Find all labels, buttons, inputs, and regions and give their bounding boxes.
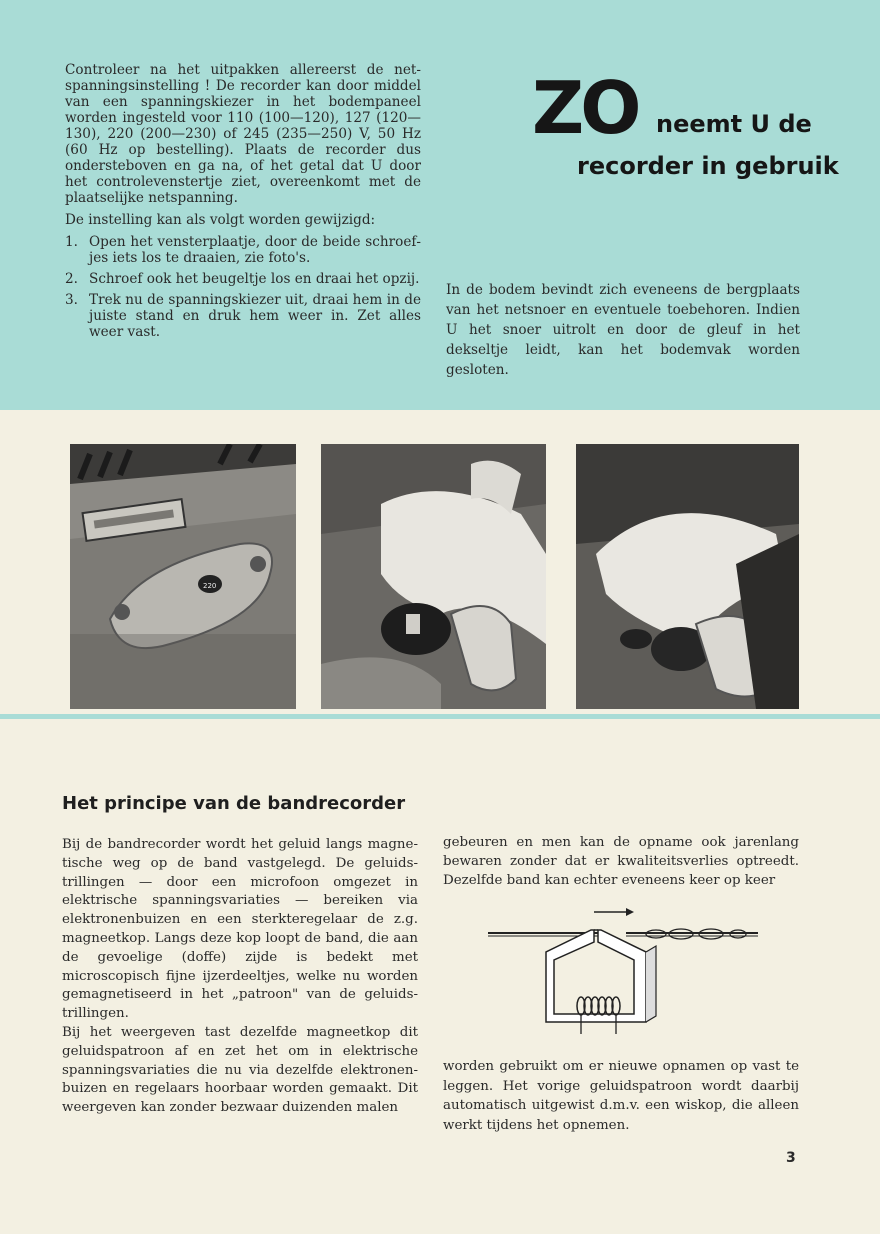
storage-paragraph: In de bodem bevindt zich eveneens de bergplaats van het netsnoer en eventuele toebehoren. Indien U het snoer uitrolt en door de gleuf in het dekseltje leidt, kan het bodemvak worden gesloten. <box>446 282 800 378</box>
photo-screwdriver <box>321 444 546 709</box>
headline-line-2: recorder in gebruik <box>577 152 839 180</box>
step-number: 3. <box>65 292 78 308</box>
principle-right-bottom: worden gebruikt om er nieuwe opnamen op vast te leggen. Het vorige geluidspatroon wordt daarbij automatisch uitgewist d.m.v. een wiskop, die alleen werkt tijdens het opnemen. <box>443 1059 799 1133</box>
step-item <box>65 271 421 287</box>
principle-right-top: gebeuren en men kan de opname ook jarenlang bewaren zonder dat er kwaliteitsverlies optreedt. Dezelfde band kan echter eveneens keer op keer <box>443 835 799 888</box>
step-item <box>65 234 421 266</box>
voltage-label: 220 <box>203 582 217 590</box>
photo-voltage-selector <box>576 444 799 709</box>
magnetic-head-diagram <box>486 902 766 1042</box>
headline-zo: ZO <box>532 66 638 150</box>
step-text: Open het vensterplaatje, door de beide schroefjes iets los te draaien, zie foto's. <box>89 234 421 266</box>
step-text: Schroef ook het beugeltje los en draai het opzij. <box>89 271 420 287</box>
separator-rule <box>0 714 880 719</box>
principle-left-column <box>62 836 418 1118</box>
step-number: 2. <box>65 271 78 287</box>
headline-line-1: neemt U de <box>656 110 812 138</box>
intro-column <box>65 62 421 345</box>
page-number: 3 <box>786 1150 796 1166</box>
principle-paragraph-1: Bij de bandrecorder wordt het geluid langs magnetische weg op de band vastgelegd. De geluidstrillingen — door een microfoon omgezet in elektrische spanningsvariaties — bereiken via elektronenbuizen en een sterkteregelaar de z.g. magneetkop. Langs deze kop loopt de band, die aan de gevoelige (doffe) zijde is bedekt met microscopisch fijne ijzerdeeltjes, welke nu worden gemagnetiseerd in het „patroon" van de geluidstrillingen. <box>62 837 418 1022</box>
principle-paragraph-2: Bij het weergeven tast dezelfde magneetkop dit geluidspatroon af en zet het om in elektrische spanningsvariaties die nu via dezelfde elektronenbuizen en regelaars hoorbaar worden gemaakt. Dit weergeven kan zonder bezwaar duizenden malen <box>62 1024 418 1116</box>
steps-list <box>65 234 421 340</box>
intro-paragraph: Controleer na het uitpakken allereerst de netspanningsinstelling ! De recorder kan door middel van een spanningskiezer in het bodempaneel worden ingesteld voor 110 (100—120), 127 (120—130), 220 (200—230) of 245 (235—250) V, 50 Hz (60 Hz op bestelling). Plaats de recorder dus ondersteboven en ga na, of het getal dat U door het controlevenstertje ziet, overeenkomt met de plaatselijke netspanning. <box>65 62 421 206</box>
section-title: Het principe van de bandrecorder <box>62 793 406 814</box>
step-text: Trek nu de spanningskiezer uit, draai hem in de juiste stand en druk hem weer in. Zet alles weer vast. <box>89 292 421 340</box>
step-number: 1. <box>65 234 78 250</box>
photo-bottom-panel <box>70 444 296 709</box>
intro-instruction: De instelling kan als volgt worden gewijzigd: <box>65 212 376 228</box>
step-item <box>65 292 421 340</box>
